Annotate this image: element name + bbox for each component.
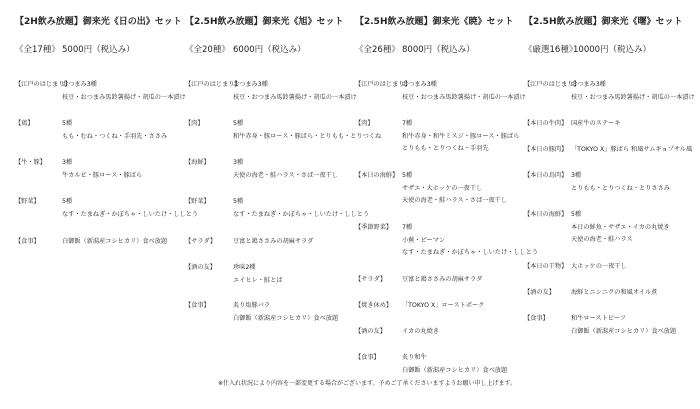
course-price [524, 43, 652, 55]
section-item: 枝豆・おつまみ馬鈴薯揚げ・胡瓜の一本漬け [571, 94, 695, 101]
section-count: 5種 [62, 198, 73, 205]
course-price [15, 43, 135, 55]
section-item: 本日の鮮魚・サザエ・イカの丸焼き [571, 224, 670, 231]
section-label: 【江戸のはじまり】 [185, 81, 241, 88]
section-item: 白御飯（新潟産コシヒカリ）食べ放題 [233, 315, 339, 322]
section-label: 【酒の友】 [355, 328, 386, 335]
section-item: 小蕪・ピーマン [402, 237, 446, 244]
section-item: 枝豆・おつまみ馬鈴薯揚げ・胡瓜の一本漬け [402, 94, 526, 101]
course-title: 【2H飲み放題】御来光《日の出》セット [15, 17, 182, 27]
section-label: 【野菜】 [15, 198, 40, 205]
section-count: 白御飯（新潟産コシヒカリ）食べ放題 [62, 238, 168, 245]
section-count: 大ホッケの一夜干し [571, 263, 627, 270]
section-count: 炙り和牛 [402, 354, 427, 361]
section-item: なす・たまねぎ・かぼちゃ・しいたけ・ししとう [402, 249, 539, 256]
section-item: 白御飯（新潟産コシヒカリ）食べ放題 [402, 367, 508, 374]
section-count: 7種 [402, 120, 413, 127]
section-label: 【本日の牛肉】 [524, 120, 568, 127]
section-item: とりもも・とりつくね・手羽先 [402, 145, 489, 152]
section-item: なす・たまねぎ・かぼちゃ・しいたけ・ししとう [233, 211, 370, 218]
section-count: 和牛ローストビーフ [571, 315, 626, 322]
section-item: もも・むね・つくね・手羽先・ささみ [62, 133, 168, 140]
section-label: 【季節野菜】 [355, 224, 393, 231]
section-label: 【サラダ】 [185, 238, 217, 245]
section-label: 【食事】 [15, 238, 40, 245]
section-count: 海鮮とニンニクの和風オイル煮 [571, 289, 658, 296]
section-item: なす・たまねぎ・かぼちゃ・しいたけ・ししとう [62, 211, 199, 218]
course-title: 【2.5H飲み放題】御来光《曙》セット [524, 17, 683, 27]
section-count: イカの丸焼き [402, 328, 439, 335]
section-item: 枝豆・おつまみ馬鈴薯揚げ・胡瓜の一本漬け [62, 94, 186, 101]
section-count: 「TOKYO X」豚ばら 和風サムギョプサル風 [571, 146, 693, 153]
section-label: 【本日の鳥肉】 [524, 172, 568, 179]
section-count: おつまみ3種 [62, 81, 97, 88]
section-item: 牛カルビ・豚ロース・豚ばら [62, 172, 143, 179]
section-item: 天使の海老・鮭ハラス・さば一夜干し [402, 197, 508, 204]
price-value: 8000円（税込み） [402, 45, 475, 55]
price-value: 5000円（税込み） [62, 45, 135, 55]
section-item: 和牛赤身・豚ロース・豚ばら・とりもも・とりつくね [233, 133, 382, 140]
section-item: 和牛赤身・和牛ミスジ・豚ロース・豚ばら [402, 133, 520, 140]
section-label: 【肉】 [185, 120, 204, 127]
price-value: 10000円（税込み） [573, 45, 652, 55]
course-title: 【2.5H飲み放題】御来光《旭》セット [185, 17, 344, 27]
section-count: 7種 [402, 224, 413, 231]
section-count: 国産牛のステーキ [571, 120, 621, 127]
section-label: 【本日の海鮮】 [524, 211, 568, 218]
section-label: 【江戸のはじまり】 [15, 81, 71, 88]
section-label: 【本日の海鮮】 [355, 172, 399, 179]
section-item: とりもも・とりつくね・とりささみ [571, 185, 670, 192]
section-label: 【焼き休め】 [355, 302, 393, 309]
section-count: 5種 [233, 198, 244, 205]
section-count: 5種 [402, 172, 413, 179]
section-label: 【食事】 [524, 315, 549, 322]
item-count: 《厳選16種》 [524, 45, 578, 55]
section-label: 【酒の友】 [185, 264, 216, 271]
section-label: 【江戸のはじまり】 [524, 81, 580, 88]
section-item: 枝豆・おつまみ馬鈴薯揚げ・胡瓜の一本漬け [233, 94, 357, 101]
section-count: 5種 [62, 120, 73, 127]
item-count: 《全26種》 [355, 45, 400, 55]
section-count: 3種 [571, 172, 582, 179]
section-item: 天使の海老・鮭ハラス [571, 236, 633, 243]
section-item: エイヒレ・鮭とば [233, 277, 283, 284]
section-count: 「TOKYO X」ローストポーク [402, 302, 485, 309]
section-label: 【食事】 [185, 302, 210, 309]
footnote: ※仕入れ状況により内容を一部変更する場合がございます。予めご了承くださいますようお願い申し上げます。 [218, 380, 517, 387]
section-label: 【鶏】 [15, 120, 34, 127]
section-item: サザエ・大ホッケの一夜干し [402, 185, 483, 192]
section-count: おつまみ3種 [233, 81, 268, 88]
section-label: 【本日の豚肉】 [524, 146, 568, 153]
item-count: 《全20種》 [185, 45, 230, 55]
section-count: 5種 [233, 120, 244, 127]
section-count: 3種 [233, 159, 244, 166]
section-label: 【江戸のはじまり】 [355, 81, 411, 88]
section-label: 【海鮮】 [185, 159, 210, 166]
section-item: 白御飯（新潟産コシヒカリ）食べ放題 [571, 328, 677, 335]
section-label: 【本日の干物】 [524, 263, 568, 270]
section-item: 天使の海老・鮭ハラス・さば一夜干し [233, 172, 339, 179]
course-price [185, 43, 306, 55]
section-label: 【サラダ】 [355, 276, 387, 283]
section-label: 【牛・豚】 [15, 159, 46, 166]
section-count: 珍味2種 [233, 264, 256, 271]
section-label: 【酒の友】 [524, 289, 555, 296]
course-title: 【2.5H飲み放題】御来光《暁》セット [355, 17, 514, 27]
price-value: 6000円（税込み） [233, 45, 306, 55]
course-price [355, 43, 475, 55]
section-label: 【肉】 [355, 120, 374, 127]
section-label: 【食事】 [355, 354, 380, 361]
section-count: 豆富と鶏ささみの胡麻サラダ [402, 276, 483, 283]
section-count: おつまみ3種 [571, 81, 606, 88]
section-count: 3種 [62, 159, 73, 166]
section-label: 【野菜】 [185, 198, 210, 205]
section-count: 豆富と鶏ささみの胡麻サラダ [233, 238, 314, 245]
section-count: 5種 [571, 211, 582, 218]
section-count: 炙り塩豚バラ [233, 302, 271, 309]
section-count: おつまみ3種 [402, 81, 437, 88]
item-count: 《全17種》 [15, 45, 60, 55]
